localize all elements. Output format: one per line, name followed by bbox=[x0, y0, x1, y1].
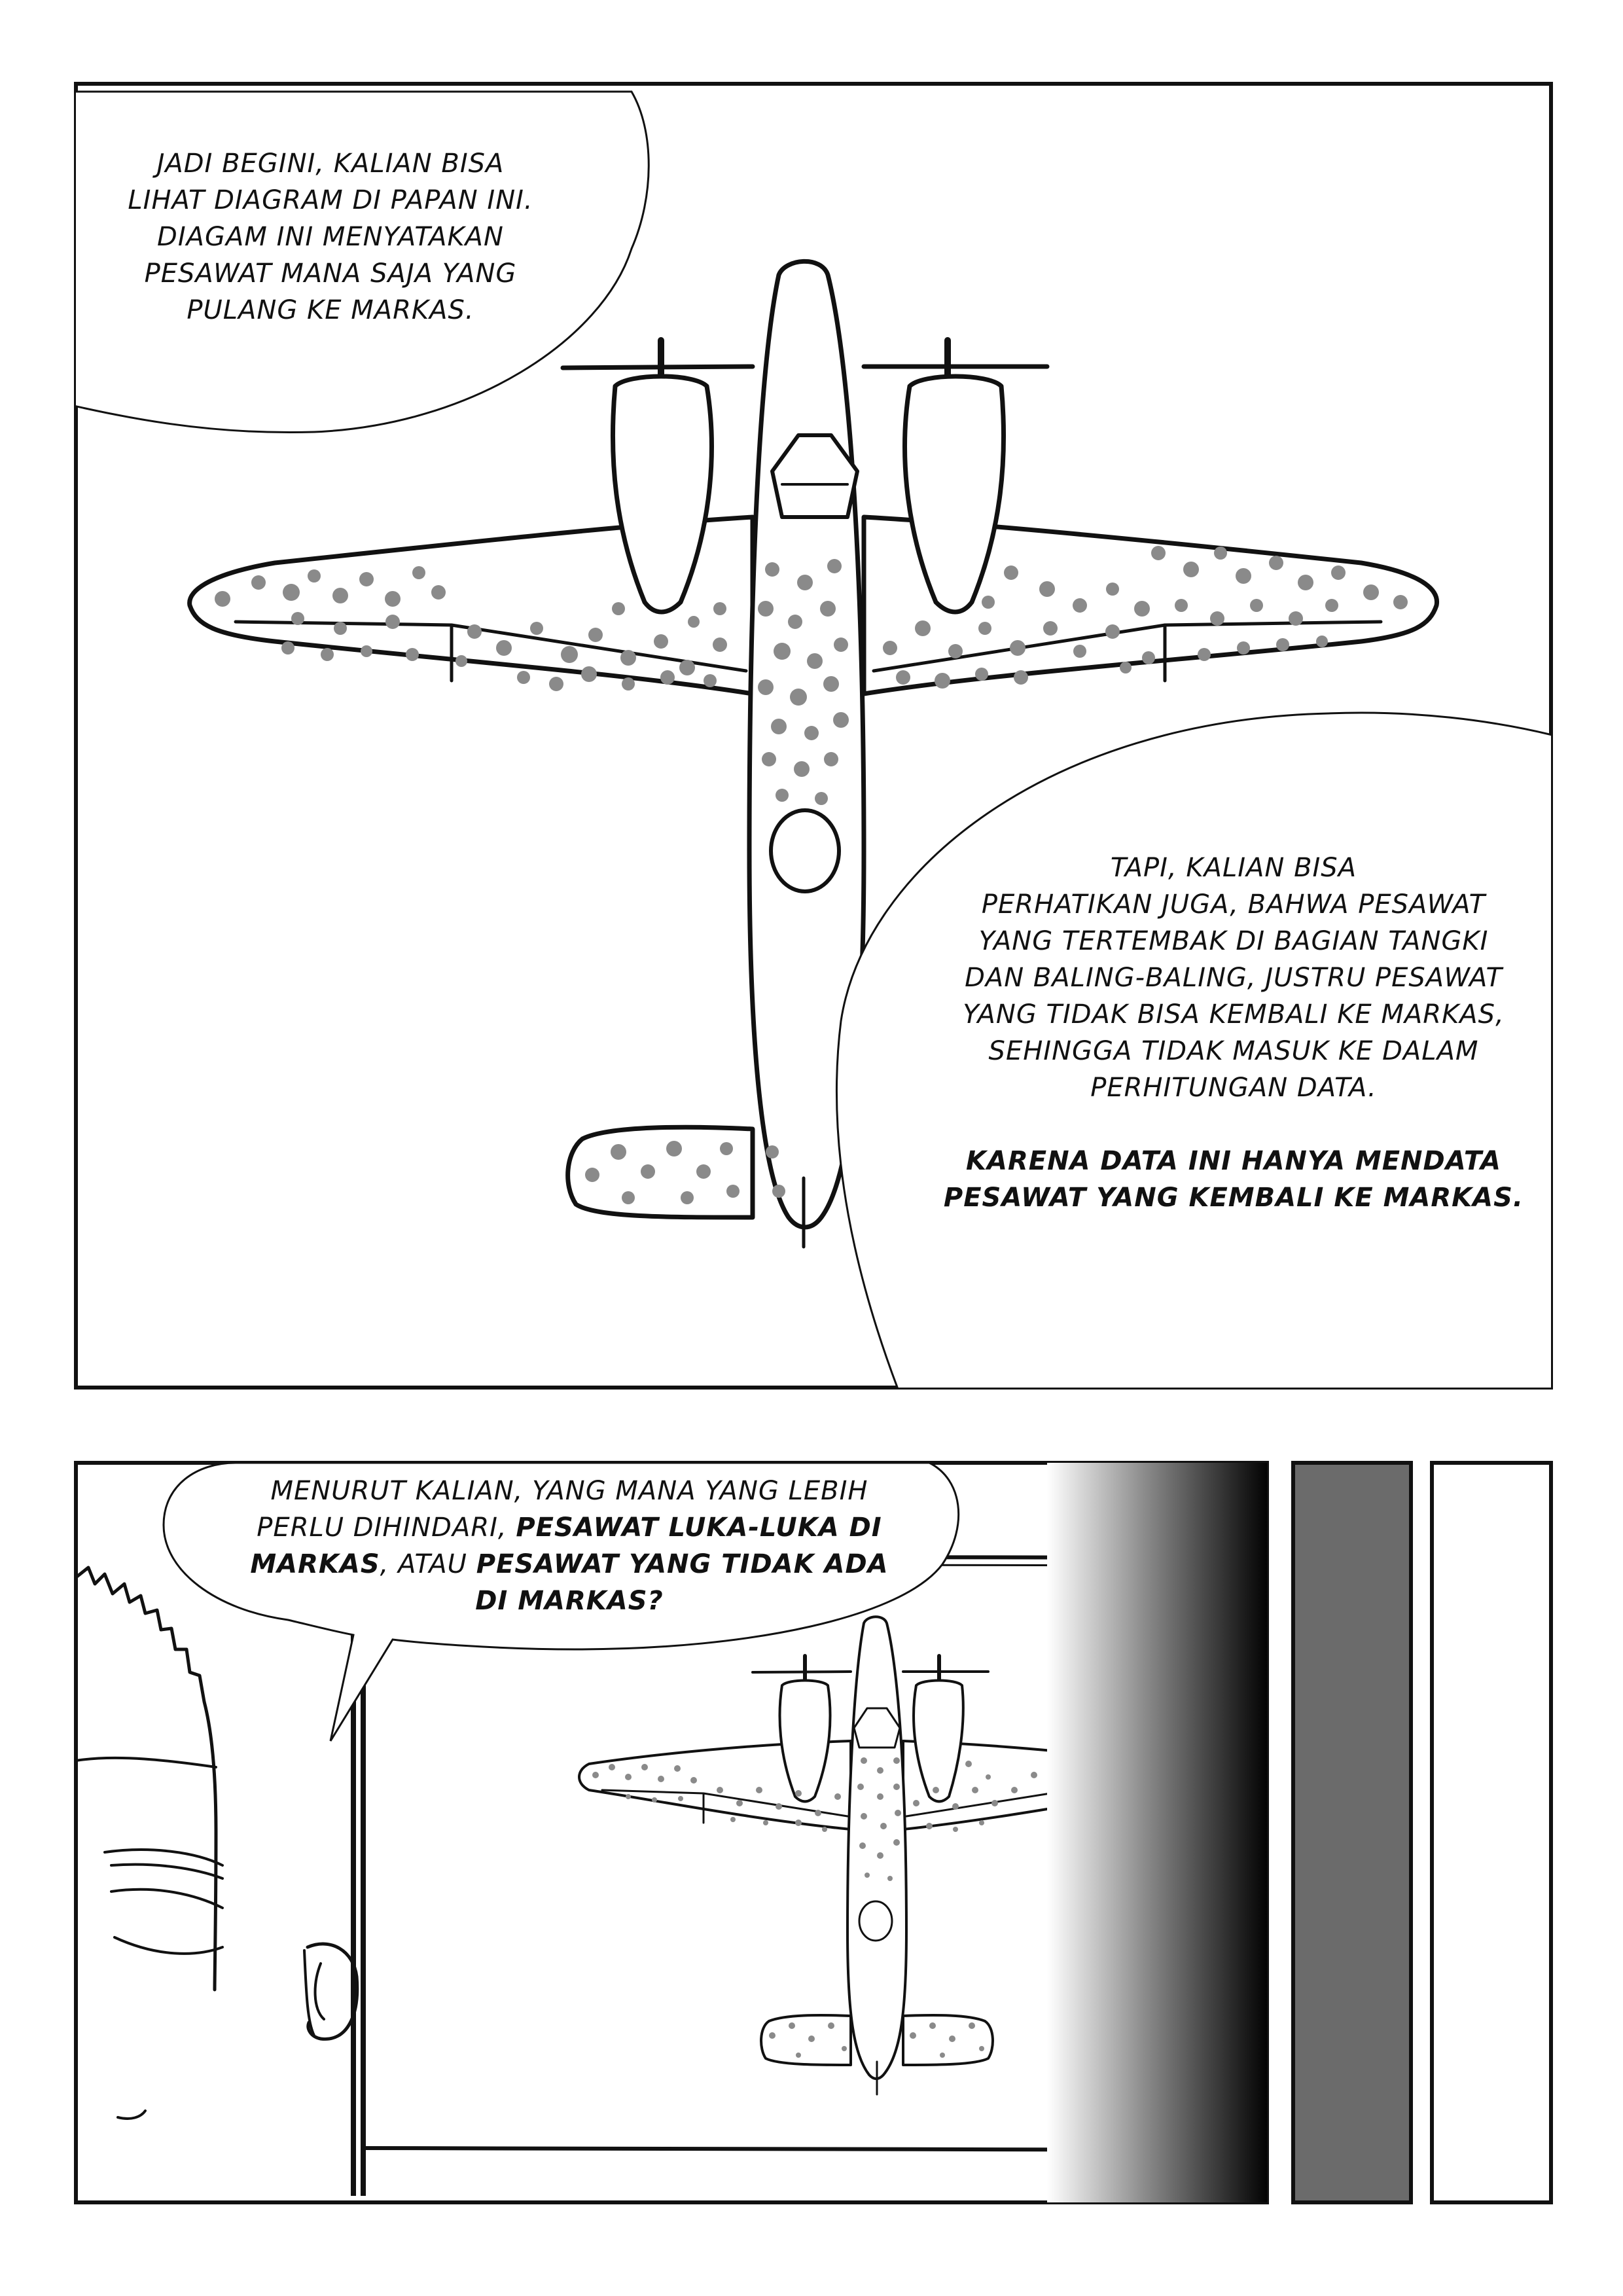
explain-emphasis-line: KARENA DATA INI HANYA MENDATA bbox=[965, 1146, 1501, 1176]
explain-line: YANG TIDAK BISA KEMBALI KE MARKAS, bbox=[963, 999, 1505, 1030]
explain-line: SEHINGGA TIDAK MASUK KE DALAM bbox=[988, 1036, 1479, 1066]
question-bold: MARKAS bbox=[250, 1549, 380, 1579]
question-line bbox=[196, 1546, 942, 1583]
panel-gray-strip bbox=[1293, 1463, 1411, 2202]
question-bold: DI MARKAS? bbox=[475, 1586, 664, 1616]
question-plain: PERLU DIHINDARI, bbox=[257, 1513, 507, 1543]
intro-speech-text bbox=[88, 145, 573, 329]
question-line: MENURUT KALIAN, YANG MANA YANG LEBIH bbox=[270, 1476, 868, 1506]
explain-line: TAPI, KALIAN BISA bbox=[1110, 853, 1357, 883]
explain-line: PERHATIKAN JUGA, BAHWA PESAWAT bbox=[981, 889, 1486, 920]
intro-line: LIHAT DIAGRAM DI PAPAN INI. bbox=[128, 185, 533, 215]
question-line bbox=[196, 1583, 942, 1619]
question-speech-text bbox=[196, 1473, 942, 1619]
shadow-gradient bbox=[1047, 1463, 1270, 2202]
explain-line: PERHITUNGAN DATA. bbox=[1090, 1073, 1377, 1103]
question-plain: , ATAU bbox=[380, 1549, 467, 1579]
intro-line: DIAGAM INI MENYATAKAN bbox=[157, 222, 504, 252]
question-bold: PESAWAT YANG TIDAK ADA bbox=[476, 1549, 889, 1579]
explain-line: YANG TERTEMBAK DI BAGIAN TANGKI bbox=[978, 926, 1489, 956]
intro-line: PULANG KE MARKAS. bbox=[187, 295, 474, 325]
panel-white-strip bbox=[1432, 1463, 1551, 2202]
explain-line: DAN BALING-BALING, JUSTRU PESAWAT bbox=[965, 963, 1503, 993]
question-line bbox=[196, 1509, 942, 1546]
intro-line: JADI BEGINI, KALIAN BISA bbox=[156, 149, 505, 179]
intro-line: PESAWAT MANA SAJA YANG bbox=[144, 259, 517, 289]
explain-emphasis-line: PESAWAT YANG KEMBALI KE MARKAS. bbox=[943, 1183, 1524, 1213]
question-bold: PESAWAT LUKA-LUKA DI bbox=[516, 1513, 882, 1543]
explain-speech-text bbox=[867, 850, 1600, 1216]
